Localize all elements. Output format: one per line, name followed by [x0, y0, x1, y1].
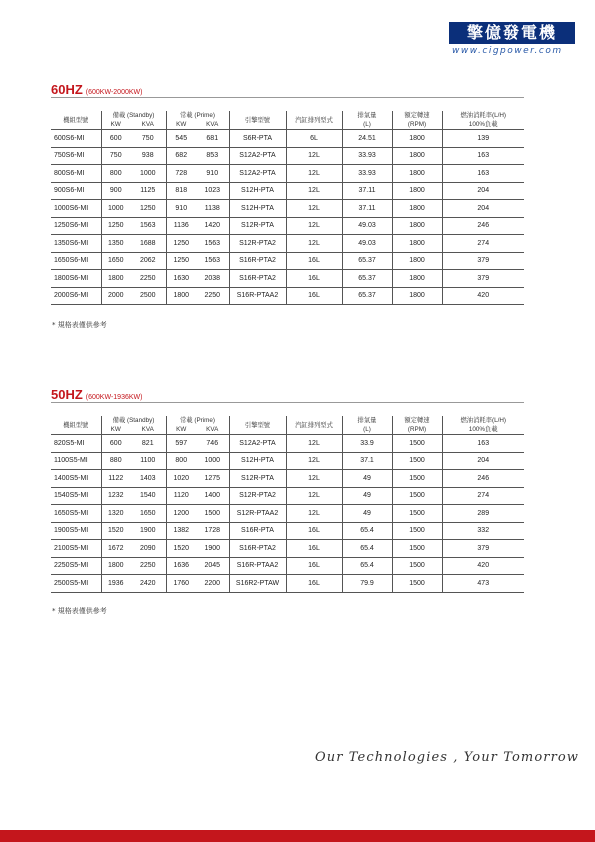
- col-header-prime-kw: KW: [166, 425, 196, 435]
- cell-prime-kw: 1520: [166, 540, 196, 558]
- cell-fuel: 420: [442, 557, 524, 575]
- cell-speed: 1500: [392, 452, 442, 470]
- cell-prime-kw: 1020: [166, 470, 196, 488]
- cell-speed: 1800: [392, 270, 442, 288]
- cell-displacement: 49.03: [342, 217, 392, 235]
- cell-engine: S12A2-PTA: [229, 435, 286, 453]
- section-divider: [51, 97, 524, 98]
- table-row: [51, 130, 524, 148]
- cell-engine: S16R-PTA2: [229, 252, 286, 270]
- cell-prime-kw: 597: [166, 435, 196, 453]
- cell-prime-kva: 1500: [196, 505, 229, 523]
- cell-standby-kw: 1250: [101, 217, 130, 235]
- cell-displacement: 24.51: [342, 130, 392, 148]
- cell-fuel: 246: [442, 470, 524, 488]
- cell-prime-kw: 545: [166, 130, 196, 148]
- cell-fuel: 473: [442, 575, 524, 593]
- cell-prime-kw: 1200: [166, 505, 196, 523]
- cell-displacement: 65.4: [342, 540, 392, 558]
- table-row: [51, 540, 524, 558]
- cell-standby-kva: 1403: [130, 470, 166, 488]
- cell-engine: S12R-PTA2: [229, 487, 286, 505]
- cell-displacement: 33.93: [342, 165, 392, 183]
- cell-standby-kva: 1900: [130, 522, 166, 540]
- col-header-displacement-unit: (L): [342, 120, 392, 130]
- col-header-displacement: 排氣量: [342, 416, 392, 425]
- col-header-displacement: 排氣量: [342, 111, 392, 120]
- cell-standby-kva: 2090: [130, 540, 166, 558]
- col-header-fuel: 燃油消耗率(L/H): [442, 111, 524, 120]
- cell-displacement: 65.4: [342, 522, 392, 540]
- cell-prime-kw: 1760: [166, 575, 196, 593]
- cell-speed: 1500: [392, 522, 442, 540]
- cell-prime-kva: 2250: [196, 287, 229, 305]
- cell-displacement: 37.1: [342, 452, 392, 470]
- cell-engine: S12R-PTA: [229, 470, 286, 488]
- cell-fuel: 204: [442, 200, 524, 218]
- cell-fuel: 379: [442, 252, 524, 270]
- cell-standby-kva: 1688: [130, 235, 166, 253]
- cell-prime-kva: 1023: [196, 182, 229, 200]
- col-header-cylinders: 汽缸排列型式: [286, 416, 342, 435]
- cell-engine: S12H-PTA: [229, 452, 286, 470]
- col-header-model: 機組型號: [63, 116, 89, 124]
- cell-speed: 1800: [392, 130, 442, 148]
- cell-fuel: 246: [442, 217, 524, 235]
- cell-cylinders: 12L: [286, 182, 342, 200]
- table-row: [51, 200, 524, 218]
- cell-engine: S16R-PTAA2: [229, 287, 286, 305]
- table-row: [51, 165, 524, 183]
- cell-prime-kw: 818: [166, 182, 196, 200]
- cell-standby-kva: 1650: [130, 505, 166, 523]
- cell-prime-kva: 910: [196, 165, 229, 183]
- cell-model: 900S6-MI: [51, 182, 101, 200]
- cell-cylinders: 16L: [286, 557, 342, 575]
- section-50hz-title: 50HZ: [51, 387, 83, 402]
- col-header-engine: 引擎型號: [229, 416, 286, 435]
- col-header-speed: 額定轉速: [392, 416, 442, 425]
- cell-fuel: 420: [442, 287, 524, 305]
- cell-standby-kw: 1232: [101, 487, 130, 505]
- cell-fuel: 163: [442, 165, 524, 183]
- cell-model: 820S5-MI: [51, 435, 101, 453]
- cell-standby-kw: 1122: [101, 470, 130, 488]
- cell-standby-kw: 1320: [101, 505, 130, 523]
- cell-displacement: 65.37: [342, 287, 392, 305]
- cell-displacement: 65.37: [342, 252, 392, 270]
- cell-fuel: 274: [442, 235, 524, 253]
- cell-engine: S16R2-PTAW: [229, 575, 286, 593]
- table-row: [51, 435, 524, 453]
- cell-displacement: 33.9: [342, 435, 392, 453]
- brand-url: www.cigpower.com: [452, 46, 563, 56]
- col-header-standby-kva: KVA: [141, 426, 154, 433]
- cell-fuel: 332: [442, 522, 524, 540]
- col-header-fuel: 燃油消耗率(L/H): [442, 416, 524, 425]
- cell-model: 2250S5-MI: [51, 557, 101, 575]
- col-header-standby-kw: KW: [101, 120, 130, 130]
- cell-model: 1100S5-MI: [51, 452, 101, 470]
- cell-standby-kva: 938: [130, 147, 166, 165]
- cell-standby-kva: 2420: [130, 575, 166, 593]
- cell-engine: S12A2-PTA: [229, 147, 286, 165]
- cell-engine: S12H-PTA: [229, 200, 286, 218]
- cell-cylinders: 16L: [286, 540, 342, 558]
- cell-prime-kw: 1800: [166, 287, 196, 305]
- cell-standby-kw: 2000: [101, 287, 130, 305]
- section-50hz-range: (600KW-1936KW): [85, 394, 143, 401]
- cell-prime-kw: 800: [166, 452, 196, 470]
- cell-engine: S12R-PTAA2: [229, 505, 286, 523]
- cell-speed: 1800: [392, 235, 442, 253]
- cell-model: 600S6-MI: [51, 130, 101, 148]
- cell-standby-kw: 1936: [101, 575, 130, 593]
- col-header-displacement-unit: (L): [342, 425, 392, 435]
- col-header-prime: 常載 (Prime): [166, 111, 229, 120]
- cell-speed: 1800: [392, 200, 442, 218]
- cell-displacement: 65.4: [342, 557, 392, 575]
- col-header-standby-kw: KW: [101, 425, 130, 435]
- cell-model: 1800S6-MI: [51, 270, 101, 288]
- cell-cylinders: 12L: [286, 435, 342, 453]
- cell-displacement: 49: [342, 470, 392, 488]
- cell-prime-kva: 1728: [196, 522, 229, 540]
- cell-engine: S12R-PTA: [229, 217, 286, 235]
- cell-fuel: 274: [442, 487, 524, 505]
- col-header-model: 機組型號: [63, 421, 89, 429]
- cell-fuel: 379: [442, 270, 524, 288]
- col-header-prime-kva: KVA: [206, 426, 219, 433]
- col-header-speed: 額定轉速: [392, 111, 442, 120]
- cell-engine: S6R-PTA: [229, 130, 286, 148]
- cell-prime-kva: 1900: [196, 540, 229, 558]
- cell-prime-kva: 2045: [196, 557, 229, 575]
- cell-fuel: 204: [442, 452, 524, 470]
- cell-standby-kw: 600: [101, 130, 130, 148]
- cell-cylinders: 16L: [286, 287, 342, 305]
- cell-speed: 1500: [392, 470, 442, 488]
- table-row: [51, 182, 524, 200]
- cell-standby-kw: 900: [101, 182, 130, 200]
- col-header-prime-kva: KVA: [206, 121, 219, 128]
- col-header-cylinders: 汽缸排列型式: [286, 111, 342, 130]
- cell-speed: 1800: [392, 182, 442, 200]
- cell-model: 1000S6-MI: [51, 200, 101, 218]
- cell-prime-kva: 2200: [196, 575, 229, 593]
- cell-fuel: 139: [442, 130, 524, 148]
- cell-prime-kva: 1138: [196, 200, 229, 218]
- cell-prime-kva: 681: [196, 130, 229, 148]
- cell-standby-kva: 1000: [130, 165, 166, 183]
- cell-standby-kw: 1800: [101, 557, 130, 575]
- cell-speed: 1800: [392, 217, 442, 235]
- cell-prime-kva: 1000: [196, 452, 229, 470]
- col-header-fuel-sub: 100%負載: [442, 425, 524, 435]
- cell-engine: S12A2-PTA: [229, 165, 286, 183]
- cell-standby-kva: 2062: [130, 252, 166, 270]
- cell-speed: 1500: [392, 540, 442, 558]
- cell-displacement: 33.93: [342, 147, 392, 165]
- cell-cylinders: 12L: [286, 505, 342, 523]
- cell-prime-kw: 1136: [166, 217, 196, 235]
- cell-cylinders: 12L: [286, 452, 342, 470]
- table-row: [51, 217, 524, 235]
- cell-prime-kva: 746: [196, 435, 229, 453]
- table-row: [51, 147, 524, 165]
- cell-standby-kw: 1672: [101, 540, 130, 558]
- cell-cylinders: 16L: [286, 270, 342, 288]
- cell-prime-kw: 1250: [166, 252, 196, 270]
- cell-prime-kva: 1400: [196, 487, 229, 505]
- col-header-fuel-sub: 100%負載: [442, 120, 524, 130]
- cell-displacement: 37.11: [342, 200, 392, 218]
- table-row: [51, 522, 524, 540]
- cell-model: 1650S6-MI: [51, 252, 101, 270]
- cell-standby-kva: 2500: [130, 287, 166, 305]
- cell-prime-kw: 1120: [166, 487, 196, 505]
- cell-model: 750S6-MI: [51, 147, 101, 165]
- cell-model: 1250S6-MI: [51, 217, 101, 235]
- table-row: [51, 235, 524, 253]
- cell-prime-kw: 910: [166, 200, 196, 218]
- cell-standby-kva: 1125: [130, 182, 166, 200]
- cell-prime-kva: 1563: [196, 252, 229, 270]
- cell-displacement: 49: [342, 487, 392, 505]
- cell-standby-kva: 750: [130, 130, 166, 148]
- cell-cylinders: 12L: [286, 147, 342, 165]
- table-row: [51, 575, 524, 593]
- cell-engine: S12R-PTA2: [229, 235, 286, 253]
- cell-displacement: 49: [342, 505, 392, 523]
- cell-model: 1540S5-MI: [51, 487, 101, 505]
- table-row: [51, 505, 524, 523]
- col-header-standby-kva: KVA: [141, 121, 154, 128]
- cell-standby-kva: 1563: [130, 217, 166, 235]
- cell-standby-kva: 1250: [130, 200, 166, 218]
- cell-model: 1350S6-MI: [51, 235, 101, 253]
- cell-standby-kw: 1350: [101, 235, 130, 253]
- cell-standby-kva: 2250: [130, 557, 166, 575]
- cell-fuel: 163: [442, 435, 524, 453]
- cell-fuel: 163: [442, 147, 524, 165]
- cell-speed: 1500: [392, 557, 442, 575]
- cell-model: 800S6-MI: [51, 165, 101, 183]
- cell-model: 2500S5-MI: [51, 575, 101, 593]
- cell-speed: 1500: [392, 505, 442, 523]
- cell-speed: 1800: [392, 252, 442, 270]
- cell-standby-kw: 1520: [101, 522, 130, 540]
- col-header-standby: 備載 (Standby): [101, 416, 166, 425]
- cell-engine: S16R-PTAA2: [229, 557, 286, 575]
- section-divider: [51, 402, 524, 403]
- spec-table-50hz: [51, 416, 524, 593]
- cell-cylinders: 12L: [286, 235, 342, 253]
- table-row: [51, 487, 524, 505]
- cell-prime-kw: 1250: [166, 235, 196, 253]
- col-header-standby: 備載 (Standby): [101, 111, 166, 120]
- cell-standby-kw: 750: [101, 147, 130, 165]
- cell-prime-kw: 1382: [166, 522, 196, 540]
- cell-cylinders: 16L: [286, 575, 342, 593]
- footer-bar: [0, 830, 595, 842]
- cell-speed: 1800: [392, 165, 442, 183]
- cell-displacement: 79.9: [342, 575, 392, 593]
- col-header-speed-unit: (RPM): [392, 120, 442, 130]
- cell-cylinders: 16L: [286, 252, 342, 270]
- cell-cylinders: 6L: [286, 130, 342, 148]
- cell-prime-kva: 1420: [196, 217, 229, 235]
- section-60hz-range: (600KW-2000KW): [85, 89, 143, 96]
- col-header-prime-kw: KW: [166, 120, 196, 130]
- cell-standby-kw: 600: [101, 435, 130, 453]
- cell-engine: S16R-PTA2: [229, 540, 286, 558]
- cell-standby-kva: 1100: [130, 452, 166, 470]
- table-row: [51, 470, 524, 488]
- cell-standby-kw: 800: [101, 165, 130, 183]
- cell-speed: 1800: [392, 147, 442, 165]
- cell-prime-kva: 2038: [196, 270, 229, 288]
- table-row: [51, 270, 524, 288]
- cell-prime-kva: 1275: [196, 470, 229, 488]
- cell-cylinders: 12L: [286, 165, 342, 183]
- table-row: [51, 287, 524, 305]
- table-row: [51, 452, 524, 470]
- cell-standby-kva: 1540: [130, 487, 166, 505]
- cell-engine: S16R-PTA2: [229, 270, 286, 288]
- cell-standby-kva: 2250: [130, 270, 166, 288]
- cell-cylinders: 12L: [286, 487, 342, 505]
- cell-prime-kw: 1630: [166, 270, 196, 288]
- cell-cylinders: 12L: [286, 217, 342, 235]
- table-row: [51, 252, 524, 270]
- cell-speed: 1500: [392, 575, 442, 593]
- cell-engine: S12H-PTA: [229, 182, 286, 200]
- brand-logo: 擎億發電機: [449, 22, 575, 44]
- cell-fuel: 379: [442, 540, 524, 558]
- cell-standby-kw: 880: [101, 452, 130, 470]
- cell-fuel: 204: [442, 182, 524, 200]
- cell-speed: 1500: [392, 487, 442, 505]
- cell-engine: S16R-PTA: [229, 522, 286, 540]
- cell-displacement: 65.37: [342, 270, 392, 288]
- cell-prime-kva: 1563: [196, 235, 229, 253]
- col-header-engine: 引擎型號: [229, 111, 286, 130]
- cell-model: 1400S5-MI: [51, 470, 101, 488]
- cell-cylinders: 16L: [286, 522, 342, 540]
- tagline: Our Technologies , Your Tomorrow: [315, 750, 580, 765]
- table-row: [51, 557, 524, 575]
- cell-prime-kw: 682: [166, 147, 196, 165]
- cell-standby-kw: 1650: [101, 252, 130, 270]
- cell-speed: 1800: [392, 287, 442, 305]
- cell-standby-kw: 1800: [101, 270, 130, 288]
- col-header-prime: 常載 (Prime): [166, 416, 229, 425]
- cell-speed: 1500: [392, 435, 442, 453]
- cell-model: 1650S5-MI: [51, 505, 101, 523]
- cell-model: 2100S5-MI: [51, 540, 101, 558]
- cell-displacement: 37.11: [342, 182, 392, 200]
- cell-model: 2000S6-MI: [51, 287, 101, 305]
- cell-cylinders: 12L: [286, 470, 342, 488]
- col-header-speed-unit: (RPM): [392, 425, 442, 435]
- cell-prime-kva: 853: [196, 147, 229, 165]
- spec-table-60hz: [51, 111, 524, 305]
- cell-standby-kw: 1000: [101, 200, 130, 218]
- section-60hz-title: 60HZ: [51, 82, 83, 97]
- cell-standby-kva: 821: [130, 435, 166, 453]
- cell-cylinders: 12L: [286, 200, 342, 218]
- cell-model: 1900S5-MI: [51, 522, 101, 540]
- cell-fuel: 289: [442, 505, 524, 523]
- cell-prime-kw: 728: [166, 165, 196, 183]
- footnote-50hz: * 規格表僅供參考: [52, 607, 107, 615]
- cell-prime-kw: 1636: [166, 557, 196, 575]
- cell-displacement: 49.03: [342, 235, 392, 253]
- footnote-60hz: * 規格表僅供參考: [52, 321, 107, 329]
